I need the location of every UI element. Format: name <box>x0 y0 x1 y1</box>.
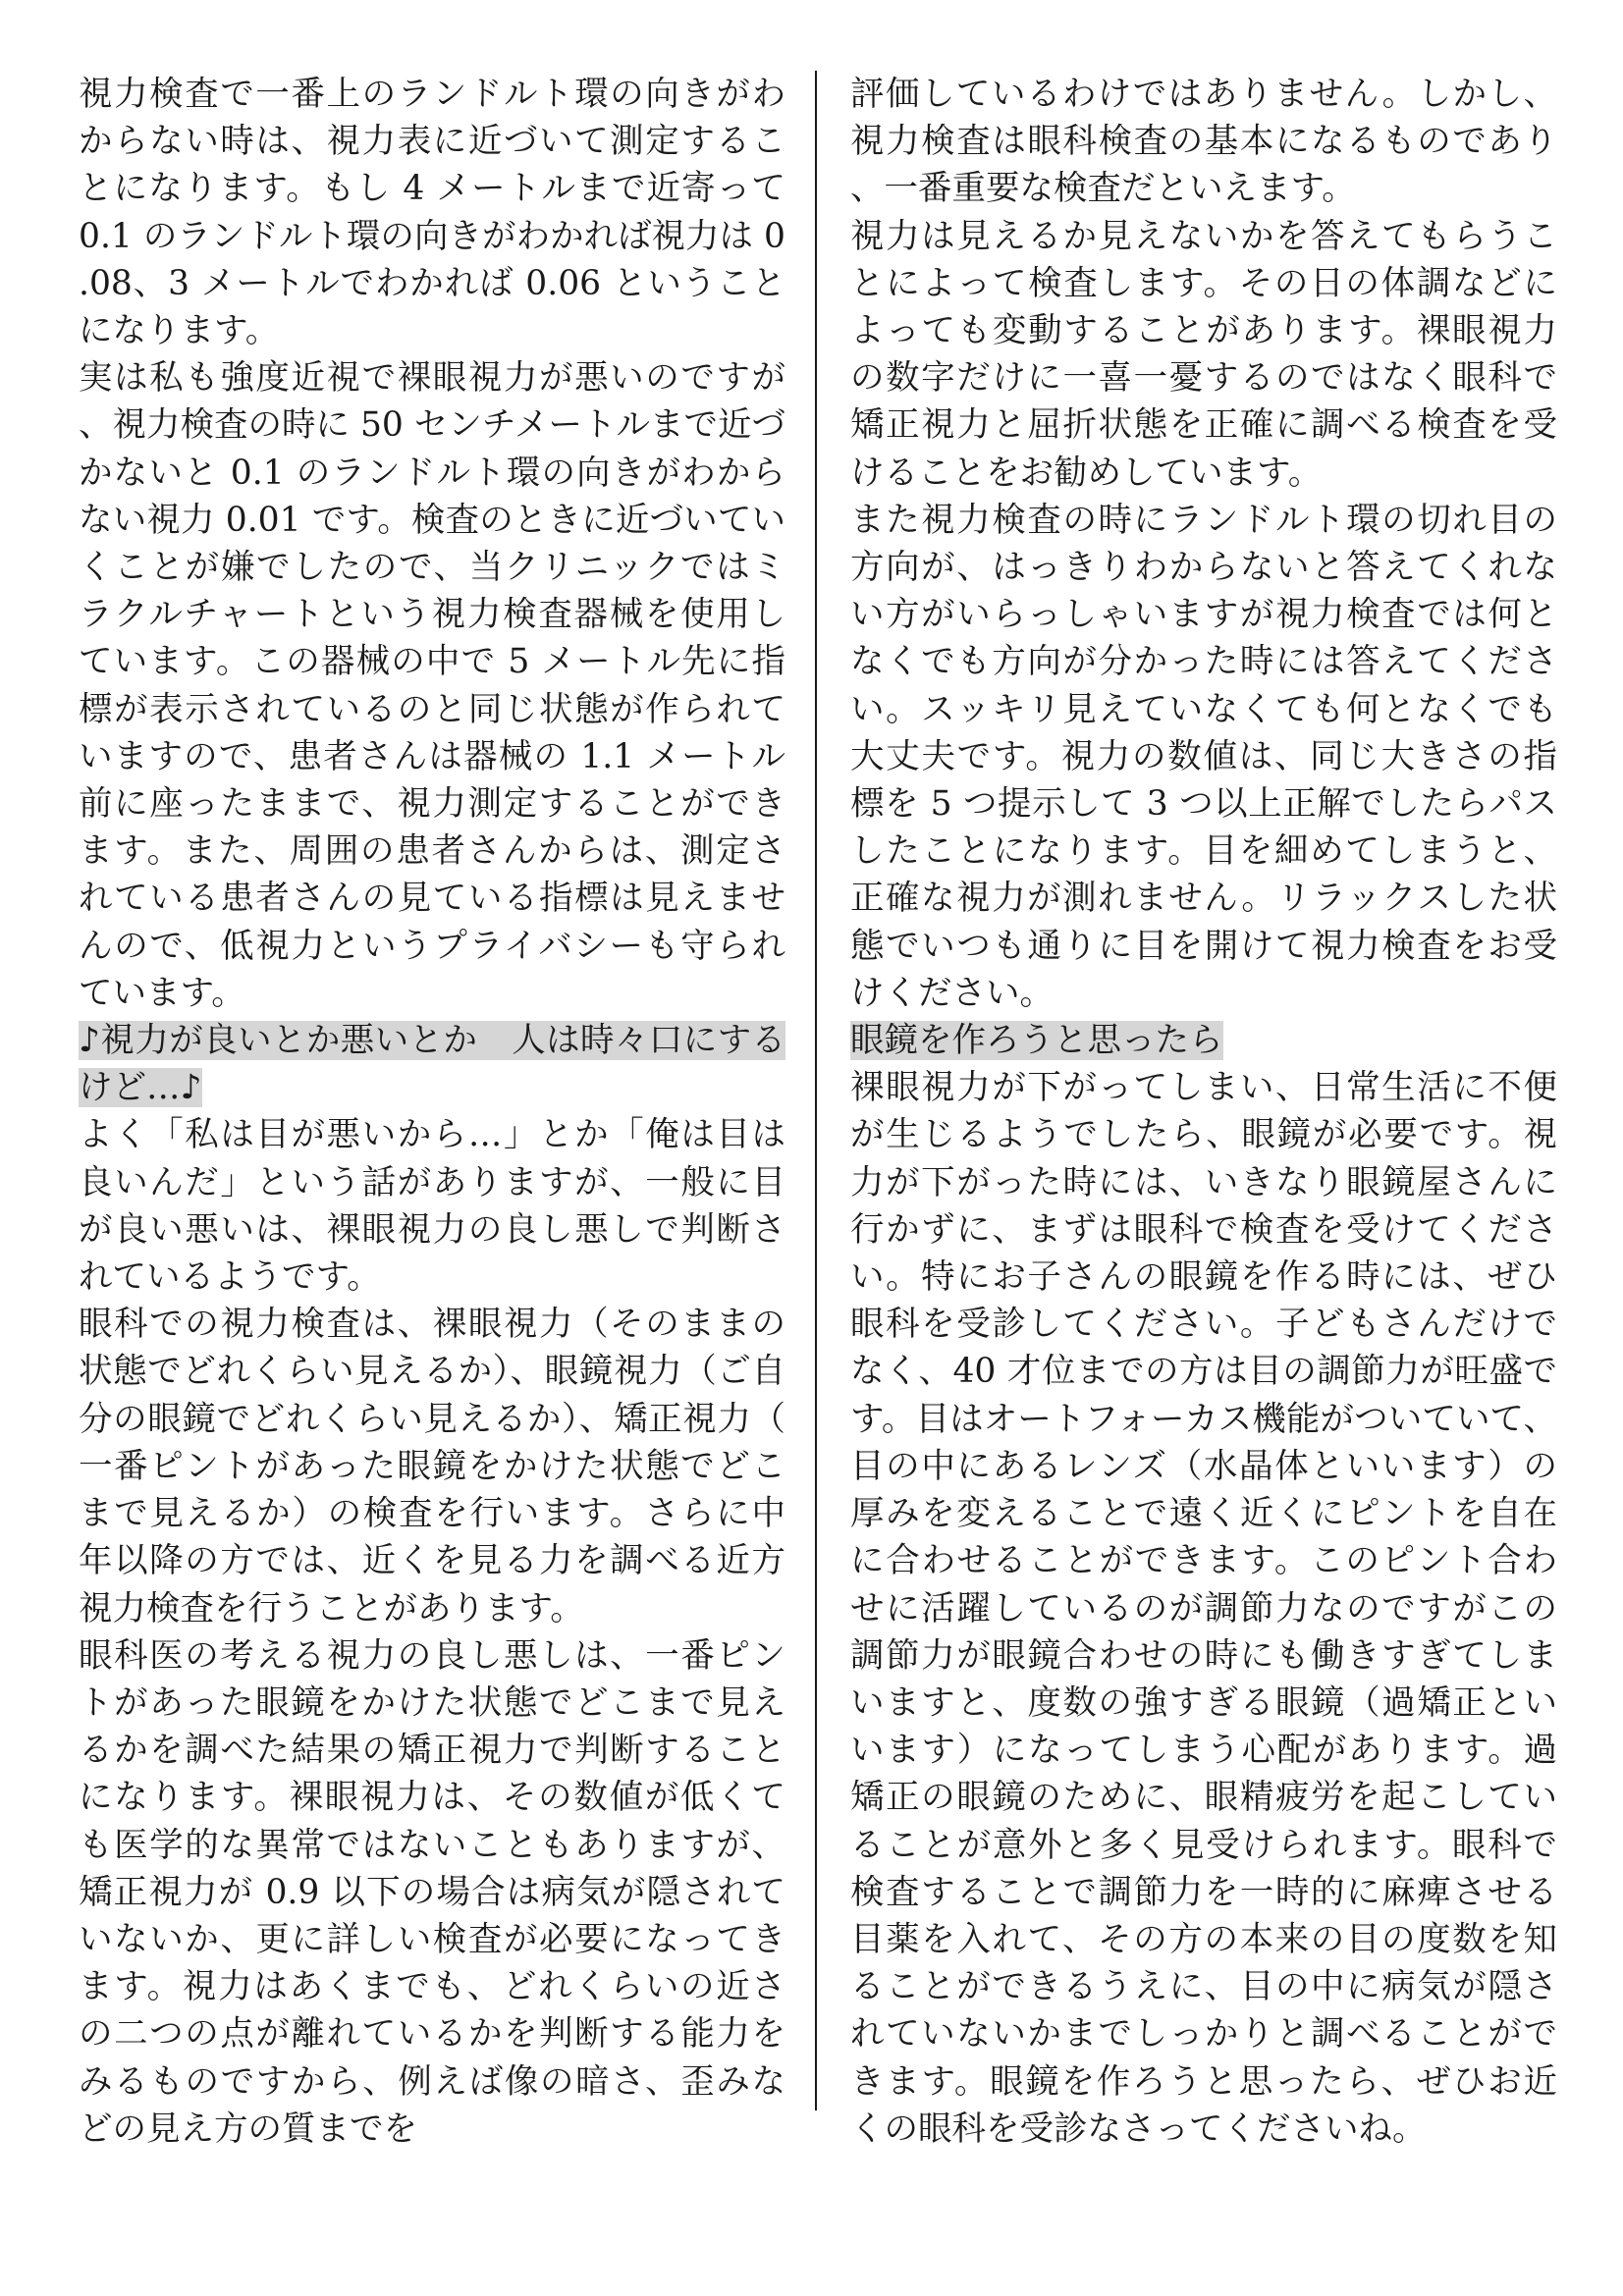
left-column <box>79 71 785 2153</box>
column-divider <box>815 71 817 2110</box>
right-section-heading <box>850 1017 1557 1064</box>
left-paragraph-3: よく「私は目が悪いから…」とか「俺は目は良いんだ」という話がありますが、一般に目が良い悪いは、裸眼視力の良し悪しで判断されているようです。 <box>79 1115 785 1298</box>
left-paragraph-4: 眼科での視力検査は、裸眼視力（そのままの状態でどれくらい見えるか）、眼鏡視力（ご自分の眼鏡でどれくらい見えるか）、矯正視力（一番ピントがあった眼鏡をかけた状態でどこまで見えるか）の検査を行います。さらに中年以降の方では、近くを見る力を調べる近方視力検査を行うことがあります。 <box>79 1305 785 1629</box>
left-paragraph-2: 実は私も強度近視で裸眼視力が悪いのですが、視力検査の時に 50 センチメートルまで近づかないと 0.1 のランドルト環の向きがわからない視力 0.01 です。検査のときに近づいていくことが嫌でしたので、当クリニックではミラクルチャートという視力検査器械を使用しています。この器械の中で 5 メートル先に指標が表示されているのと同じ状態が作られていますので、患者さんは器械の 1.1 メートル前に座ったままで、視力測定することができます。また、周囲の患者さんからは、測定されている患者さんの見ている指標は見えませんので、低視力というプライバシーも守られています。 <box>79 358 785 1013</box>
left-section-heading <box>79 1017 785 1111</box>
right-section-heading-text: 眼鏡を作ろうと思ったら <box>850 1021 1223 1061</box>
right-paragraph-4: 裸眼視力が下がってしまい、日常生活に不便が生じるようでしたら、眼鏡が必要です。視力が下がった時には、いきなり眼鏡屋さんに行かずに、まずは眼科で検査を受けてください。特にお子さんの眼鏡を作る時には、ぜひ眼科を受診してください。子どもさんだけでなく、40 才位までの方は目の調節力が旺盛です。目はオートフォーカス機能がついていて、目の中にあるレンズ（水晶体といいます）の厚みを変えることで遠く近くにピントを自在に合わせることができます。このピント合わせに活躍しているのが調節力なのですがこの調節力が眼鏡合わせの時にも働きすぎてしまいますと、度数の強すぎる眼鏡（過矯正といいます）になってしまう心配があります。過矯正の眼鏡のために、眼精疲労を起こしていることが意外と多く見受けられます。眼科で検査することで調節力を一時的に麻痺させる目薬を入れて、その方の本来の目の度数を知ることができるうえに、目の中に病気が隠されていないかまでしっかりと調べることができます。眼鏡を作ろうと思ったら、ぜひお近くの眼科を受診なさってくださいね。 <box>850 1068 1557 2149</box>
left-paragraph-1: 視力検査で一番上のランドルト環の向きがわからない時は、視力表に近づいて測定することになります。もし 4 メートルまで近寄って 0.1 のランドルト環の向きがわかれば視力は 0.08、3 メートルでわかれば 0.06 ということになります。 <box>79 75 785 351</box>
right-paragraph-3: また視力検査の時にランドルト環の切れ目の方向が、はっきりわからないと答えてくれない方がいらっしゃいますが視力検査では何となくでも方向が分かった時には答えてください。スッキリ見えていなくても何となくでも大丈夫です。視力の数値は、同じ大きさの指標を 5 つ提示して 3 つ以上正解でしたらパスしたことになります。目を細めてしまうと、正確な視力が測れません。リラックスした状態でいつも通りに目を開けて視力検査をお受けください。 <box>850 500 1557 1013</box>
left-section-heading-text: ♪視力が良いとか悪いとか 人は時々口にするけど…♪ <box>79 1021 785 1108</box>
right-column <box>850 71 1557 2153</box>
right-paragraph-1: 評価しているわけではありません。しかし、視力検査は眼科検査の基本になるものであり、一番重要な検査だといえます。 <box>850 75 1557 209</box>
left-paragraph-5: 眼科医の考える視力の良し悪しは、一番ピントがあった眼鏡をかけた状態でどこまで見えるかを調べた結果の矯正視力で判断することになります。裸眼視力は、その数値が低くても医学的な異常ではないこともありますが、矯正視力が 0.9 以下の場合は病気が隠されていないか、更に詳しい検査が必要になってきます。視力はあくまでも、どれくらいの近さの二つの点が離れているかを判断する能力をみるものですから、例えば像の暗さ、歪みなどの見え方の質までを <box>79 1635 785 2149</box>
right-paragraph-2: 視力は見えるか見えないかを答えてもらうことによって検査します。その日の体調などによっても変動することがあります。裸眼視力の数字だけに一喜一憂するのではなく眼科で矯正視力と屈折状態を正確に調べる検査を受けることをお勧めしています。 <box>850 216 1557 493</box>
